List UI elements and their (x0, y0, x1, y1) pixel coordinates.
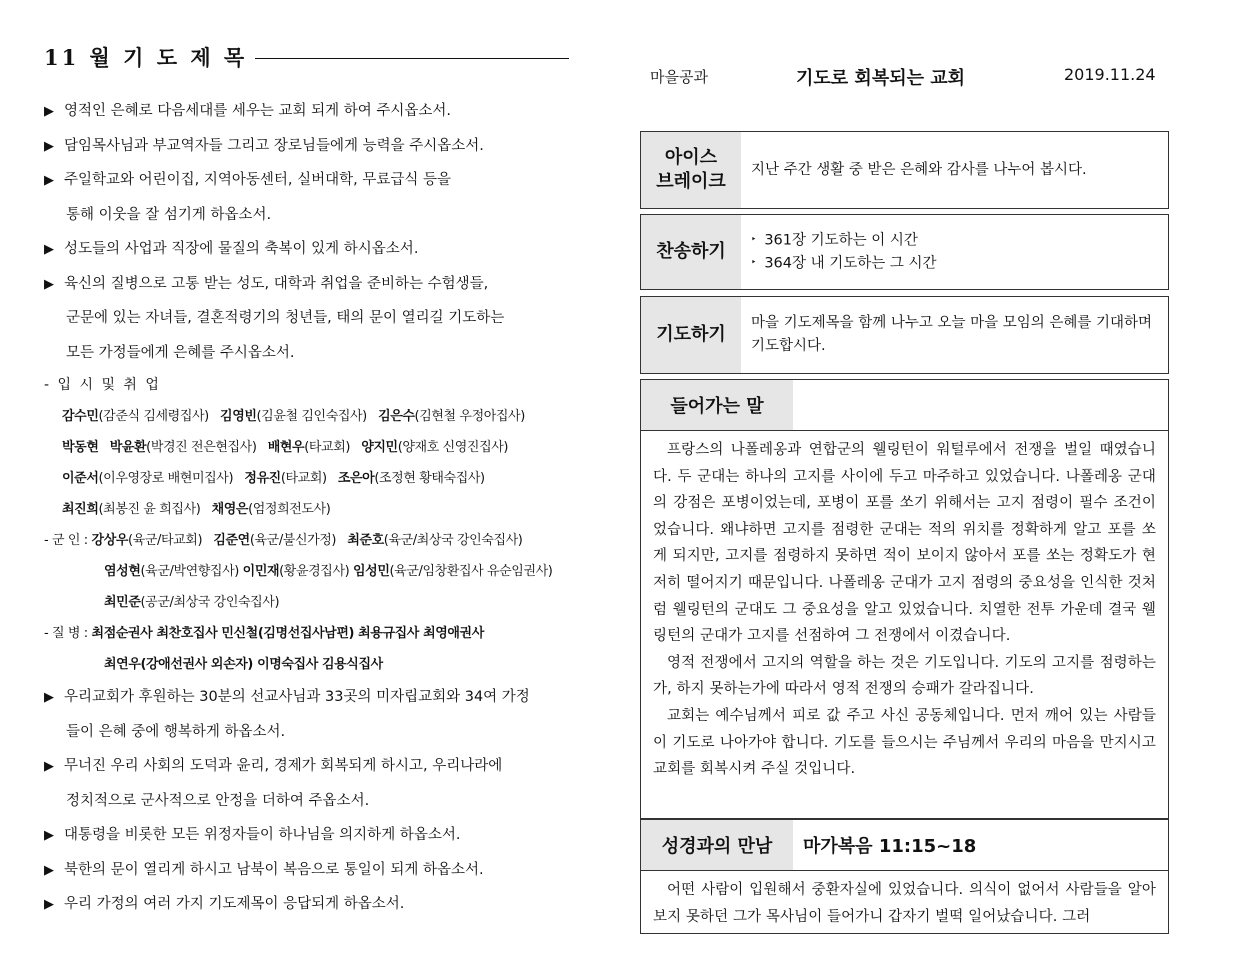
names-row: 최진희(최봉진 윤 희집사) 채영은(엄정희전도사) (62, 502, 331, 517)
prayer-item-continued: 들이 은혜 중에 행복하게 하옵소서. (66, 723, 286, 740)
intro-header (641, 380, 1168, 431)
triangle-bullet-icon: ▶ (44, 104, 54, 119)
military-row: - 군 인 : 강상우(육군/타교회) 김준연(육군/불신가정) 최준호(육군/최상국 강인숙집사) (44, 533, 523, 548)
triangle-bullet-icon: ▶ (44, 828, 54, 843)
exam-subheading: - 입 시 및 취 업 (44, 377, 161, 393)
prayer-item-continued: 정치적으로 군사적으로 안정을 더하여 주옵소서. (66, 792, 370, 809)
prayer-item-continued: 모든 가정들에게 은혜를 주시옵소서. (66, 344, 295, 361)
bible-header (641, 820, 1168, 871)
triangle-bullet-icon: ▶ (44, 897, 54, 912)
names-row: 박동현 박윤환(박경진 전은현집사) 배현우(타교회) 양지민(양재호 신영진집사) (62, 440, 509, 455)
illness-row: - 질 병 : 최점순권사 최찬호집사 민신철(김명선집사남편) 최용규집사 최영애권사 (44, 626, 484, 641)
prayer-item-continued: 군문에 있는 자녀들, 결혼적령기의 청년들, 태의 문이 열리길 기도하는 (66, 310, 505, 326)
triangle-bullet-icon: ▶ (44, 759, 54, 774)
prayer-item: ▶ 대통령을 비롯한 모든 위정자들이 하나님을 의지하게 하옵소서. (44, 818, 569, 853)
hymn-item: ‣ 364장 내 기도하는 그 시간 (751, 255, 937, 272)
prayer-topics-column (44, 40, 569, 922)
praise-list (741, 215, 1168, 289)
intro-paragraph: 프랑스의 나폴레옹과 연합군의 웰링턴이 워털루에서 전쟁을 벌일 때였습니다. 두 군대는 하나의 고지를 사이에 두고 마주하고 있었습니다. 나폴레옹 군대의 강점은 포병이었는데, 포병이 포를 쏘기 위해서는 고지 점령이 필수 조건이었습니다. 왜냐하면 고지를 점령한 군대는 적의 위치를 정확하게 알고 포를 쏘게 되지만, 고지를 점령하지 못하면 적이 보이지 않아서 포를 쏘는 정확도가 현저히 떨어지기 때문입니다. 나폴레옹 군대가 고지 점령의 중요성을 인식한 것처럼 웰링턴의 군대도 그 중요성을 알고 있었습니다. 치열한 전투 가운데 결국 웰링턴의 군대가 고지를 선점하여 그 전쟁에서 이겼습니다. (653, 442, 1156, 645)
names-row: 이준서(이우영장로 배현미집사) 정유진(타교회) 조은아(조정현 황태숙집사) (62, 471, 485, 486)
prayer-item: ▶ 성도들의 사업과 직장에 물질의 축복이 있게 하시옵소서. (44, 232, 569, 267)
prayer-item: ▶ 담임목사님과 부교역자들 그리고 장로님들에게 능력을 주시옵소서. (44, 129, 569, 164)
military-row: 최민준(공군/최상국 강인숙집사) (104, 595, 280, 610)
bible-body (641, 871, 1168, 936)
bible-label: 성경과의 만남 (641, 820, 793, 870)
triangle-bullet-icon: ▶ (44, 242, 54, 257)
triangle-bullet-icon: ▶ (44, 173, 54, 188)
prayer-box (640, 296, 1169, 374)
triangle-bullet-icon: ▶ (44, 862, 54, 878)
ice-break-box (640, 131, 1169, 209)
hymn-item: ‣ 361장 기도하는 이 시간 (751, 232, 918, 248)
praise-label: 찬송하기 (641, 215, 741, 289)
bible-section (640, 819, 1169, 934)
prayer-topics-header (44, 40, 569, 74)
prayer-text: 마을 기도제목을 함께 나누고 오늘 마을 모임의 은혜를 기대하며 기도합시다. (751, 315, 1153, 354)
arrow-bullet-icon: ‣ (751, 258, 757, 268)
title-divider (255, 58, 569, 59)
prayer-item: ▶ 우리교회가 후원하는 30분의 선교사님과 33곳의 미자립교회와 34여 가정 (44, 680, 569, 715)
prayer-item: ▶ 영적인 은혜로 다음세대를 세우는 교회 되게 하여 주시옵소서. (44, 94, 569, 129)
military-row: 염성현(육군/박연향집사) 이민재(황윤경집사) 임성민(육군/임창환집사 유순임권사) (104, 564, 553, 579)
prayer-item: ▶ 주일학교와 어린이집, 지역아동센터, 실버대학, 무료급식 등을 (44, 163, 569, 198)
triangle-bullet-icon: ▶ (44, 138, 54, 154)
ice-break-text: 지난 주간 생활 중 받은 은혜와 감사를 나누어 봅시다. (751, 161, 1087, 178)
lesson-date: 2019.11.24 (1064, 65, 1156, 84)
lesson-header (640, 64, 1170, 88)
names-row: 감수민(감준식 김세령집사) 김영빈(김윤철 김인숙집사) 김은수(김현철 우정아집사) (62, 409, 525, 424)
intro-paragraph: 교회는 예수님께서 피로 값 주고 사신 공동체입니다. 먼저 깨어 있는 사람들이 기도로 나아가야 합니다. 기도를 들으시는 주님께서 우리의 마음을 만지시고 교회를 회복시켜 주실 것입니다. (653, 707, 1156, 778)
arrow-bullet-icon: ‣ (751, 234, 757, 245)
lesson-org: 마을공과 (650, 68, 708, 86)
prayer-item: ▶ 우리 가정의 여러 가지 기도제목이 응답되게 하옵소서. (44, 887, 569, 922)
prayer-item: ▶ 육신의 질병으로 고통 받는 성도, 대학과 취업을 준비하는 수험생들, (44, 267, 569, 302)
triangle-bullet-icon: ▶ (44, 690, 54, 705)
bible-reference: 마가복음 11:15~18 (803, 836, 977, 857)
prayer-item: ▶ 북한의 문이 열리게 하시고 남북이 복음으로 통일이 되게 하옵소서. (44, 853, 569, 888)
prayer-label: 기도하기 (641, 297, 741, 373)
page-title: 11 월 기 도 제 목 (44, 45, 248, 70)
bible-paragraph: 어떤 사람이 입원해서 중환자실에 있었습니다. 의식이 없어서 사람들을 알아보지 못하던 그가 목사님이 들어가니 갑자기 벌떡 일어났습니다. 그러 (653, 882, 1156, 925)
intro-section (640, 379, 1169, 819)
prayer-topics-list (44, 94, 569, 922)
lesson-title: 기도로 회복되는 교회 (796, 68, 966, 89)
intro-paragraph: 영적 전쟁에서 고지의 역할을 하는 것은 기도입니다. 기도의 고지를 점령하는가, 하지 못하는가에 따라서 영적 전쟁의 승패가 갈라집니다. (653, 654, 1156, 698)
praise-box (640, 214, 1169, 290)
intro-body (641, 431, 1168, 789)
ice-break-label: 아이스 브레이크 (641, 132, 741, 208)
prayer-item-continued: 통해 이웃을 잘 섬기게 하옵소서. (66, 206, 272, 223)
illness-row: 최연우(강애선권사 외손자) 이명숙집사 김용식집사 (104, 657, 383, 672)
triangle-bullet-icon: ▶ (44, 276, 54, 292)
intro-label: 들어가는 말 (641, 380, 793, 430)
prayer-item: ▶ 무너진 우리 사회의 도덕과 윤리, 경제가 회복되게 하시고, 우리나라에 (44, 749, 569, 784)
